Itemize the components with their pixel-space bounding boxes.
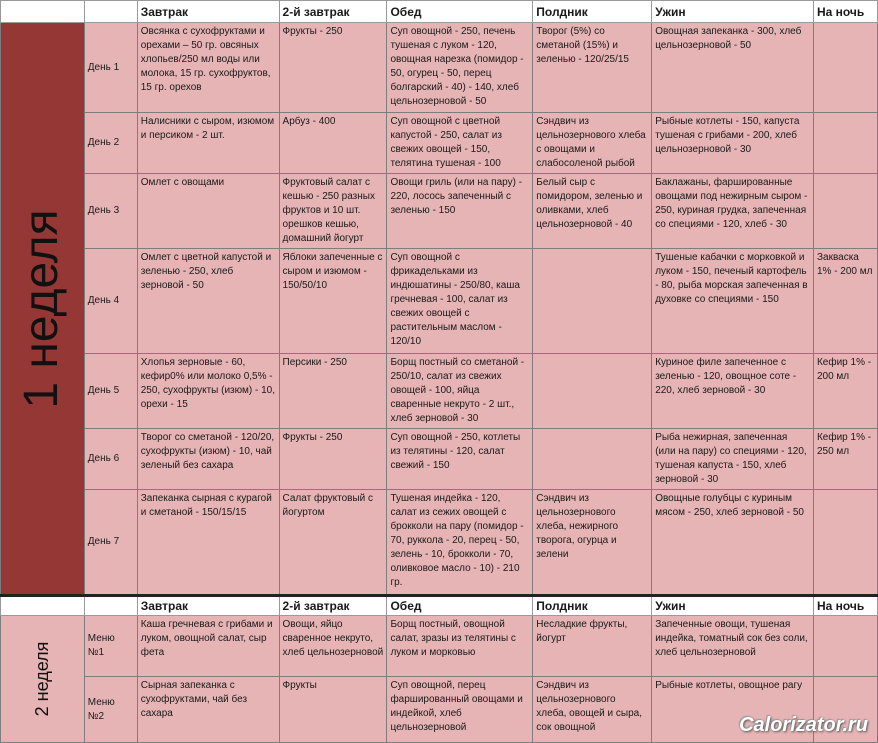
snack-cell: Творог (5%) со сметаной (15%) и зеленью - 120/25/15	[533, 23, 652, 113]
day-label: День 7	[84, 490, 137, 596]
header-corner	[1, 596, 85, 616]
second-breakfast-cell: Яблоки запеченные с сыром и изюмом - 150/50/10	[279, 249, 387, 354]
breakfast-cell: Сырная запеканка с сухофруктами, чай без сахара	[137, 677, 279, 743]
dinner-cell: Рыбные котлеты - 150, капуста тушеная с грибами - 200, хлеб цельнозерновой - 30	[652, 113, 814, 174]
night-cell	[813, 616, 877, 677]
header-second-breakfast: 2-й завтрак	[279, 596, 387, 616]
second-breakfast-cell: Овощи, яйцо сваренное некруто, хлеб цельнозерновой	[279, 616, 387, 677]
snack-cell: Сэндвич из цельнозернового хлеба, овощей и сыра, сок овощной	[533, 677, 652, 743]
dinner-cell: Баклажаны, фаршированные овощами под нежирным сыром - 250, куриная грудка, запеченная со специями - 120, хлеб - 30	[652, 174, 814, 249]
week2-label: 2 неделя	[32, 641, 53, 717]
header-day-blank	[84, 596, 137, 616]
night-cell	[813, 113, 877, 174]
table-row	[1, 113, 878, 174]
table-row	[1, 490, 878, 596]
table-row	[1, 616, 878, 677]
table-row	[1, 429, 878, 490]
dinner-cell: Овощные голубцы с куриным мясом - 250, хлеб зерновой - 50	[652, 490, 814, 596]
snack-cell	[533, 354, 652, 429]
lunch-cell: Борщ постный, овощной салат, зразы из телятины с луком и морковью	[387, 616, 533, 677]
second-breakfast-cell: Арбуз - 400	[279, 113, 387, 174]
second-breakfast-cell: Салат фруктовый с йогуртом	[279, 490, 387, 596]
day-label: День 3	[84, 174, 137, 249]
header-dinner: Ужин	[652, 596, 814, 616]
breakfast-cell: Каша гречневая с грибами и луком, овощной салат, сыр фета	[137, 616, 279, 677]
table-row	[1, 174, 878, 249]
table-row	[1, 23, 878, 113]
night-cell	[813, 174, 877, 249]
header-dinner: Ужин	[652, 1, 814, 23]
lunch-cell: Суп овощной с фрикадельками из индюшатины - 250/80, каша гречневая - 100, салат из свежих овощей с растительным маслом - 120/10	[387, 249, 533, 354]
lunch-cell: Борщ постный со сметаной - 250/10, салат из свежих овощей - 100, яйца сваренные некруто - 2 шт., хлеб зерновой - 30	[387, 354, 533, 429]
dinner-cell: Рыбные котлеты, овощное рагу	[652, 677, 814, 743]
dinner-cell: Тушеные кабачки с морковкой и луком - 150, печеный картофель - 80, рыба морская запеченная в духовке со специями - 150	[652, 249, 814, 354]
header-snack: Полдник	[533, 1, 652, 23]
lunch-cell: Суп овощной, перец фаршированный овощами и индейкой, хлеб цельнозерновой	[387, 677, 533, 743]
snack-cell: Белый сыр с помидором, зеленью и оливками, хлеб цельнозерновой - 40	[533, 174, 652, 249]
dinner-cell: Рыба нежирная, запеченная (или на пару) со специями - 120, тушеная капуста - 150, хлеб зерновой - 30	[652, 429, 814, 490]
dinner-cell: Куриное филе запеченное с зеленью - 120, овощное соте - 220, хлеб зерновой - 30	[652, 354, 814, 429]
header-night: На ночь	[813, 596, 877, 616]
night-cell	[813, 23, 877, 113]
night-cell: Кефир 1% - 200 мл	[813, 354, 877, 429]
day-label: День 2	[84, 113, 137, 174]
second-breakfast-cell: Персики - 250	[279, 354, 387, 429]
night-cell: Закваска 1% - 200 мл	[813, 249, 877, 354]
header-snack: Полдник	[533, 596, 652, 616]
menu-label: Меню №1	[84, 616, 137, 677]
header-day-blank	[84, 1, 137, 23]
night-cell	[813, 490, 877, 596]
header-lunch: Обед	[387, 1, 533, 23]
snack-cell: Несладкие фрукты, йогурт	[533, 616, 652, 677]
day-label: День 1	[84, 23, 137, 113]
night-cell: Кефир 1% - 250 мл	[813, 429, 877, 490]
lunch-cell: Суп овощной - 250, печень тушеная с луком - 120, овощная нарезка (помидор - 50, огурец - 50, перец болгарский - 40) - 140, хлеб цельнозерновой - 50	[387, 23, 533, 113]
lunch-cell: Овощи гриль (или на пару) - 220, лосось запеченный с зеленью - 150	[387, 174, 533, 249]
dinner-cell: Запеченные овощи, тушеная индейка, томатный сок без соли, хлеб цельнозерновой	[652, 616, 814, 677]
second-breakfast-cell: Фрукты	[279, 677, 387, 743]
watermark: Calorizator.ru	[739, 714, 868, 736]
header-second-breakfast: 2-й завтрак	[279, 1, 387, 23]
week2-header-row	[1, 596, 878, 616]
header-lunch: Обед	[387, 596, 533, 616]
breakfast-cell: Запеканка сырная с курагой и сметаной - 150/15/15	[137, 490, 279, 596]
breakfast-cell: Творог со сметаной - 120/20, сухофрукты (изюм) - 10, чай зеленый без сахара	[137, 429, 279, 490]
snack-cell: Сэндвич из цельнозернового хлеба, нежирного творога, огурца и зелени	[533, 490, 652, 596]
menu-label: Меню №2	[84, 677, 137, 743]
day-label: День 6	[84, 429, 137, 490]
week1-header-row	[1, 1, 878, 23]
second-breakfast-cell: Фруктовый салат с кешью - 250 разных фруктов и 10 шт. орешков кешью, домашний йогурт	[279, 174, 387, 249]
week2-label-cell	[1, 616, 85, 743]
breakfast-cell: Хлопья зерновые - 60, кефир0% или молоко 0,5% - 250, сухофрукты (изюм) - 10, орехи - 15	[137, 354, 279, 429]
day-label: День 5	[84, 354, 137, 429]
lunch-cell: Суп овощной с цветной капустой - 250, салат из свежих овощей - 150, телятина тушеная - 100	[387, 113, 533, 174]
lunch-cell: Суп овощной - 250, котлеты из телятины - 120, салат свежий - 150	[387, 429, 533, 490]
breakfast-cell: Налисники с сыром, изюмом и персиком - 2 шт.	[137, 113, 279, 174]
header-corner	[1, 1, 85, 23]
day-label: День 4	[84, 249, 137, 354]
lunch-cell: Тушеная индейка - 120, салат из сежих овощей с брокколи на пару (помидор - 70, руккола - 20, перец - 50, зелень - 10, брокколи - 70, оливковое масло - 10) - 210 гр.	[387, 490, 533, 596]
header-breakfast: Завтрак	[137, 1, 279, 23]
table-row	[1, 249, 878, 354]
second-breakfast-cell: Фрукты - 250	[279, 429, 387, 490]
second-breakfast-cell: Фрукты - 250	[279, 23, 387, 113]
snack-cell	[533, 429, 652, 490]
breakfast-cell: Овсянка с сухофруктами и орехами – 50 гр. овсяных хлопьев/250 мл воды или молока, 15 гр. сухофруктов, 15 гр. орехов	[137, 23, 279, 113]
table-row	[1, 354, 878, 429]
week1-label: 1 неделя	[15, 208, 69, 409]
snack-cell	[533, 249, 652, 354]
snack-cell: Сэндвич из цельнозернового хлеба с овощами и слабосоленой рыбой	[533, 113, 652, 174]
breakfast-cell: Омлет с овощами	[137, 174, 279, 249]
header-night: На ночь	[813, 1, 877, 23]
dinner-cell: Овощная запеканка - 300, хлеб цельнозерновой - 50	[652, 23, 814, 113]
week1-label-cell	[1, 23, 85, 596]
header-breakfast: Завтрак	[137, 596, 279, 616]
breakfast-cell: Омлет с цветной капустой и зеленью - 250, хлеб зерновой - 50	[137, 249, 279, 354]
